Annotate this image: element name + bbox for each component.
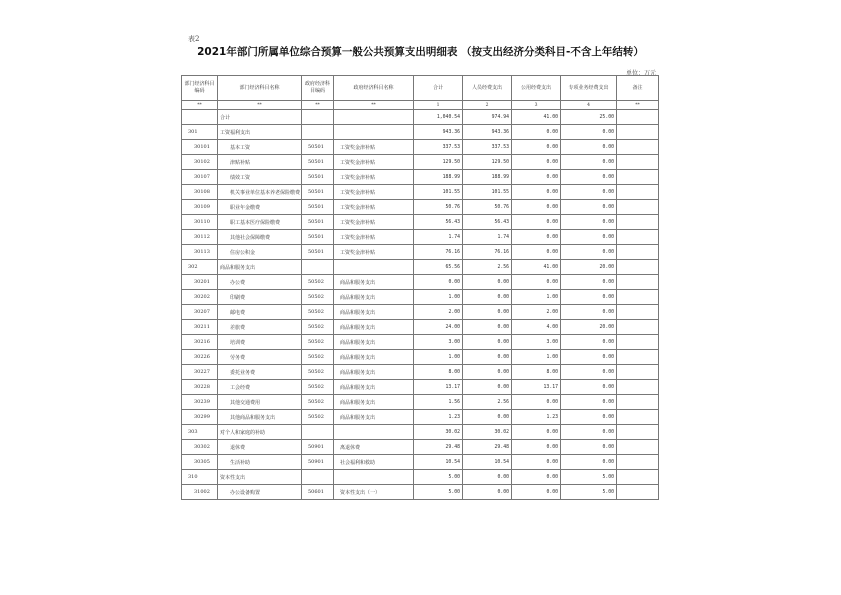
cell-gcode: 50502: [302, 320, 334, 335]
cell-note: [617, 365, 659, 380]
cell-name: 办公费: [218, 275, 302, 290]
cell-total: 101.55: [414, 185, 463, 200]
header-cell: 人员经费支出: [463, 76, 512, 101]
cell-public: 0.00: [512, 125, 561, 140]
table-row: [182, 425, 659, 440]
cell-total: 0.00: [414, 275, 463, 290]
cell-note: [617, 245, 659, 260]
marker-cell: 2: [463, 101, 512, 110]
cell-code: 31002: [182, 485, 218, 500]
cell-note: [617, 320, 659, 335]
cell-name: 邮电费: [218, 305, 302, 320]
cell-special: 25.00: [561, 110, 617, 125]
cell-gcode: 50502: [302, 410, 334, 425]
cell-gname: 商品和服务支出: [334, 380, 414, 395]
cell-note: [617, 215, 659, 230]
cell-person: 0.00: [463, 320, 512, 335]
table-row: [182, 200, 659, 215]
cell-code: 30305: [182, 455, 218, 470]
cell-person: 101.55: [463, 185, 512, 200]
cell-note: [617, 440, 659, 455]
cell-code: 30302: [182, 440, 218, 455]
cell-special: 0.00: [561, 125, 617, 140]
table-row: [182, 440, 659, 455]
table-row: [182, 170, 659, 185]
cell-note: [617, 380, 659, 395]
cell-public: 2.00: [512, 305, 561, 320]
cell-name: 商品和服务支出: [218, 260, 302, 275]
marker-row: [182, 101, 659, 110]
cell-total: 1.23: [414, 410, 463, 425]
cell-name: 差旅费: [218, 320, 302, 335]
cell-code: 301: [182, 125, 218, 140]
cell-public: 0.00: [512, 425, 561, 440]
cell-total: 1.56: [414, 395, 463, 410]
cell-gcode: 50501: [302, 155, 334, 170]
table-row: [182, 365, 659, 380]
cell-gcode: 50502: [302, 305, 334, 320]
cell-public: 1.00: [512, 350, 561, 365]
cell-total: 1.74: [414, 230, 463, 245]
cell-person: 56.43: [463, 215, 512, 230]
cell-public: 0.00: [512, 200, 561, 215]
cell-code: 30101: [182, 140, 218, 155]
cell-total: 5.00: [414, 470, 463, 485]
cell-special: 5.00: [561, 470, 617, 485]
cell-code: 30227: [182, 365, 218, 380]
cell-name: 劳务费: [218, 350, 302, 365]
table-row: [182, 335, 659, 350]
cell-gname: 工资奖金津补贴: [334, 140, 414, 155]
table-row: [182, 215, 659, 230]
header-cell: 部门经济科目名称: [218, 76, 302, 101]
cell-total: 1.00: [414, 290, 463, 305]
cell-person: 0.00: [463, 485, 512, 500]
cell-gname: 商品和服务支出: [334, 350, 414, 365]
cell-special: 0.00: [561, 380, 617, 395]
cell-public: 0.00: [512, 455, 561, 470]
cell-name: 绩效工资: [218, 170, 302, 185]
table-row: [182, 455, 659, 470]
cell-gname: 商品和服务支出: [334, 395, 414, 410]
table-row: [182, 485, 659, 500]
cell-person: 129.50: [463, 155, 512, 170]
cell-name: 培训费: [218, 335, 302, 350]
cell-code: 30226: [182, 350, 218, 365]
cell-name: 津贴补贴: [218, 155, 302, 170]
cell-special: 0.00: [561, 455, 617, 470]
header-cell: 专项业务经费支出: [561, 76, 617, 101]
cell-gcode: 50901: [302, 455, 334, 470]
cell-special: 0.00: [561, 140, 617, 155]
cell-note: [617, 470, 659, 485]
marker-cell: 1: [414, 101, 463, 110]
table-row: [182, 260, 659, 275]
cell-public: 41.00: [512, 110, 561, 125]
cell-public: 3.00: [512, 335, 561, 350]
marker-cell: **: [617, 101, 659, 110]
cell-name: 印刷费: [218, 290, 302, 305]
cell-note: [617, 185, 659, 200]
cell-gcode: [302, 260, 334, 275]
cell-code: [182, 110, 218, 125]
cell-name: 资本性支出: [218, 470, 302, 485]
cell-total: 3.00: [414, 335, 463, 350]
cell-gcode: 50501: [302, 200, 334, 215]
header-row: [182, 76, 659, 101]
cell-public: 41.00: [512, 260, 561, 275]
cell-public: 1.00: [512, 290, 561, 305]
cell-public: 8.00: [512, 365, 561, 380]
cell-gname: 工资奖金津补贴: [334, 230, 414, 245]
cell-code: 30113: [182, 245, 218, 260]
cell-gcode: 50502: [302, 365, 334, 380]
cell-person: 0.00: [463, 410, 512, 425]
cell-gname: [334, 110, 414, 125]
cell-total: 1.00: [414, 350, 463, 365]
cell-name: 退休费: [218, 440, 302, 455]
cell-special: 20.00: [561, 260, 617, 275]
cell-special: 0.00: [561, 395, 617, 410]
cell-total: 13.17: [414, 380, 463, 395]
cell-code: 302: [182, 260, 218, 275]
cell-total: 5.00: [414, 485, 463, 500]
cell-code: 30108: [182, 185, 218, 200]
expenditure-table: [181, 75, 659, 500]
cell-name: 工会经费: [218, 380, 302, 395]
cell-code: 30211: [182, 320, 218, 335]
table-row: [182, 140, 659, 155]
table-row: [182, 125, 659, 140]
cell-gcode: 50601: [302, 485, 334, 500]
marker-cell: 4: [561, 101, 617, 110]
cell-special: 0.00: [561, 155, 617, 170]
cell-note: [617, 230, 659, 245]
table-body: [182, 110, 659, 500]
cell-gcode: 50502: [302, 290, 334, 305]
header-cell: 政府经济科目名称: [334, 76, 414, 101]
cell-special: 0.00: [561, 440, 617, 455]
cell-note: [617, 350, 659, 365]
cell-name: 工资福利支出: [218, 125, 302, 140]
cell-note: [617, 110, 659, 125]
cell-special: 5.00: [561, 485, 617, 500]
cell-person: 0.00: [463, 290, 512, 305]
cell-special: 0.00: [561, 170, 617, 185]
cell-name: 职工基本医疗保险缴费: [218, 215, 302, 230]
cell-public: 0.00: [512, 170, 561, 185]
cell-gcode: 50502: [302, 395, 334, 410]
cell-gcode: [302, 110, 334, 125]
cell-gcode: [302, 470, 334, 485]
cell-gcode: 50501: [302, 230, 334, 245]
cell-gcode: [302, 125, 334, 140]
cell-code: 30201: [182, 275, 218, 290]
cell-total: 56.43: [414, 215, 463, 230]
cell-name: 合计: [218, 110, 302, 125]
cell-name: 其他交通费用: [218, 395, 302, 410]
cell-code: 30110: [182, 215, 218, 230]
cell-special: 0.00: [561, 200, 617, 215]
cell-person: 2.56: [463, 260, 512, 275]
table-row: [182, 245, 659, 260]
cell-public: 0.00: [512, 215, 561, 230]
cell-public: 0.00: [512, 245, 561, 260]
cell-gcode: 50901: [302, 440, 334, 455]
cell-code: 303: [182, 425, 218, 440]
cell-special: 0.00: [561, 305, 617, 320]
cell-special: 0.00: [561, 335, 617, 350]
cell-special: 0.00: [561, 290, 617, 305]
cell-person: 0.00: [463, 305, 512, 320]
cell-public: 0.00: [512, 230, 561, 245]
cell-gcode: [302, 425, 334, 440]
cell-gname: 商品和服务支出: [334, 275, 414, 290]
cell-gname: [334, 470, 414, 485]
cell-person: 76.16: [463, 245, 512, 260]
header-cell: 合计: [414, 76, 463, 101]
cell-total: 24.00: [414, 320, 463, 335]
cell-note: [617, 335, 659, 350]
cell-total: 50.76: [414, 200, 463, 215]
cell-person: 0.00: [463, 365, 512, 380]
table-row: [182, 470, 659, 485]
cell-code: 30202: [182, 290, 218, 305]
cell-special: 0.00: [561, 215, 617, 230]
cell-special: 0.00: [561, 365, 617, 380]
cell-code: 30109: [182, 200, 218, 215]
cell-person: 0.00: [463, 470, 512, 485]
cell-special: 0.00: [561, 350, 617, 365]
cell-note: [617, 170, 659, 185]
marker-cell: **: [182, 101, 218, 110]
table-row: [182, 320, 659, 335]
cell-total: 8.00: [414, 365, 463, 380]
cell-name: 机关事业单位基本养老保险缴费: [218, 185, 302, 200]
cell-person: 0.00: [463, 350, 512, 365]
cell-gcode: 50501: [302, 170, 334, 185]
cell-gcode: 50502: [302, 275, 334, 290]
cell-gcode: 50501: [302, 245, 334, 260]
cell-public: 0.00: [512, 275, 561, 290]
cell-gcode: 50502: [302, 380, 334, 395]
cell-gname: 工资奖金津补贴: [334, 200, 414, 215]
cell-name: 其他商品和服务支出: [218, 410, 302, 425]
cell-name: 基本工资: [218, 140, 302, 155]
cell-public: 0.00: [512, 395, 561, 410]
marker-cell: 3: [512, 101, 561, 110]
cell-gname: 工资奖金津补贴: [334, 170, 414, 185]
cell-code: 30216: [182, 335, 218, 350]
header-cell: 政府经济科目编码: [302, 76, 334, 101]
cell-person: 0.00: [463, 335, 512, 350]
cell-gname: 资本性支出（一）: [334, 485, 414, 500]
cell-note: [617, 410, 659, 425]
cell-gname: 离退休费: [334, 440, 414, 455]
cell-gname: 社会福利和救助: [334, 455, 414, 470]
cell-gname: 商品和服务支出: [334, 365, 414, 380]
cell-note: [617, 140, 659, 155]
cell-note: [617, 485, 659, 500]
cell-gname: 商品和服务支出: [334, 410, 414, 425]
cell-code: 30299: [182, 410, 218, 425]
cell-public: 0.00: [512, 485, 561, 500]
cell-total: 30.02: [414, 425, 463, 440]
cell-note: [617, 125, 659, 140]
cell-total: 943.36: [414, 125, 463, 140]
cell-person: 0.00: [463, 275, 512, 290]
cell-gname: 工资奖金津补贴: [334, 155, 414, 170]
cell-gname: 商品和服务支出: [334, 320, 414, 335]
table-row: [182, 155, 659, 170]
cell-public: 0.00: [512, 185, 561, 200]
cell-name: 对个人和家庭的补助: [218, 425, 302, 440]
cell-public: 4.00: [512, 320, 561, 335]
cell-gname: 工资奖金津补贴: [334, 215, 414, 230]
cell-public: 0.00: [512, 470, 561, 485]
table-row: [182, 380, 659, 395]
table-row: [182, 275, 659, 290]
cell-total: 1,040.54: [414, 110, 463, 125]
cell-name: 职业年金缴费: [218, 200, 302, 215]
cell-total: 29.48: [414, 440, 463, 455]
cell-total: 129.50: [414, 155, 463, 170]
cell-gcode: 50501: [302, 140, 334, 155]
cell-special: 0.00: [561, 275, 617, 290]
cell-person: 1.74: [463, 230, 512, 245]
cell-person: 943.36: [463, 125, 512, 140]
cell-public: 0.00: [512, 140, 561, 155]
cell-person: 188.99: [463, 170, 512, 185]
cell-person: 29.48: [463, 440, 512, 455]
cell-total: 337.53: [414, 140, 463, 155]
table-row: [182, 290, 659, 305]
cell-note: [617, 155, 659, 170]
cell-gcode: 50502: [302, 335, 334, 350]
cell-gname: [334, 425, 414, 440]
cell-note: [617, 260, 659, 275]
cell-public: 13.17: [512, 380, 561, 395]
cell-total: 2.00: [414, 305, 463, 320]
cell-code: 30102: [182, 155, 218, 170]
cell-person: 10.54: [463, 455, 512, 470]
marker-cell: **: [302, 101, 334, 110]
cell-person: 50.76: [463, 200, 512, 215]
table-row: [182, 395, 659, 410]
page-title: 2021年部门所属单位综合预算一般公共预算支出明细表 （按支出经济分类科目-不含上年结转）: [197, 46, 644, 58]
cell-code: 30112: [182, 230, 218, 245]
cell-gname: [334, 125, 414, 140]
cell-person: 2.56: [463, 395, 512, 410]
unit-label: 单位：万元: [626, 70, 657, 77]
cell-person: 974.94: [463, 110, 512, 125]
table-row: [182, 350, 659, 365]
table-row: [182, 230, 659, 245]
cell-public: 0.00: [512, 440, 561, 455]
cell-person: 0.00: [463, 380, 512, 395]
cell-person: 30.02: [463, 425, 512, 440]
cell-note: [617, 455, 659, 470]
cell-gcode: 50502: [302, 350, 334, 365]
table-tag: 表2: [188, 35, 200, 43]
cell-note: [617, 425, 659, 440]
cell-total: 76.16: [414, 245, 463, 260]
cell-code: 30107: [182, 170, 218, 185]
cell-special: 0.00: [561, 185, 617, 200]
cell-person: 337.53: [463, 140, 512, 155]
table-row: [182, 185, 659, 200]
cell-name: 办公设备购置: [218, 485, 302, 500]
cell-note: [617, 290, 659, 305]
cell-special: 0.00: [561, 410, 617, 425]
cell-note: [617, 200, 659, 215]
cell-total: 65.56: [414, 260, 463, 275]
cell-code: 310: [182, 470, 218, 485]
cell-name: 其他社会保障缴费: [218, 230, 302, 245]
cell-name: 住房公积金: [218, 245, 302, 260]
table-row: [182, 305, 659, 320]
cell-public: 0.00: [512, 155, 561, 170]
cell-gname: 商品和服务支出: [334, 290, 414, 305]
cell-gname: 工资奖金津补贴: [334, 185, 414, 200]
table-row: [182, 110, 659, 125]
cell-gcode: 50501: [302, 185, 334, 200]
cell-note: [617, 275, 659, 290]
cell-gname: 工资奖金津补贴: [334, 245, 414, 260]
cell-special: 0.00: [561, 425, 617, 440]
cell-gname: [334, 260, 414, 275]
cell-name: 生活补助: [218, 455, 302, 470]
header-cell: 备注: [617, 76, 659, 101]
marker-cell: **: [334, 101, 414, 110]
table-row: [182, 410, 659, 425]
cell-public: 1.23: [512, 410, 561, 425]
cell-gname: 商品和服务支出: [334, 305, 414, 320]
cell-code: 30207: [182, 305, 218, 320]
header-cell: 公用经费支出: [512, 76, 561, 101]
cell-special: 0.00: [561, 230, 617, 245]
marker-cell: **: [218, 101, 302, 110]
cell-code: 30239: [182, 395, 218, 410]
cell-gcode: 50501: [302, 215, 334, 230]
cell-note: [617, 395, 659, 410]
header-cell: 部门经济科目编码: [182, 76, 218, 101]
cell-name: 委托业务费: [218, 365, 302, 380]
cell-special: 20.00: [561, 320, 617, 335]
cell-special: 0.00: [561, 245, 617, 260]
cell-total: 10.54: [414, 455, 463, 470]
cell-total: 188.99: [414, 170, 463, 185]
cell-code: 30228: [182, 380, 218, 395]
cell-gname: 商品和服务支出: [334, 335, 414, 350]
cell-note: [617, 305, 659, 320]
